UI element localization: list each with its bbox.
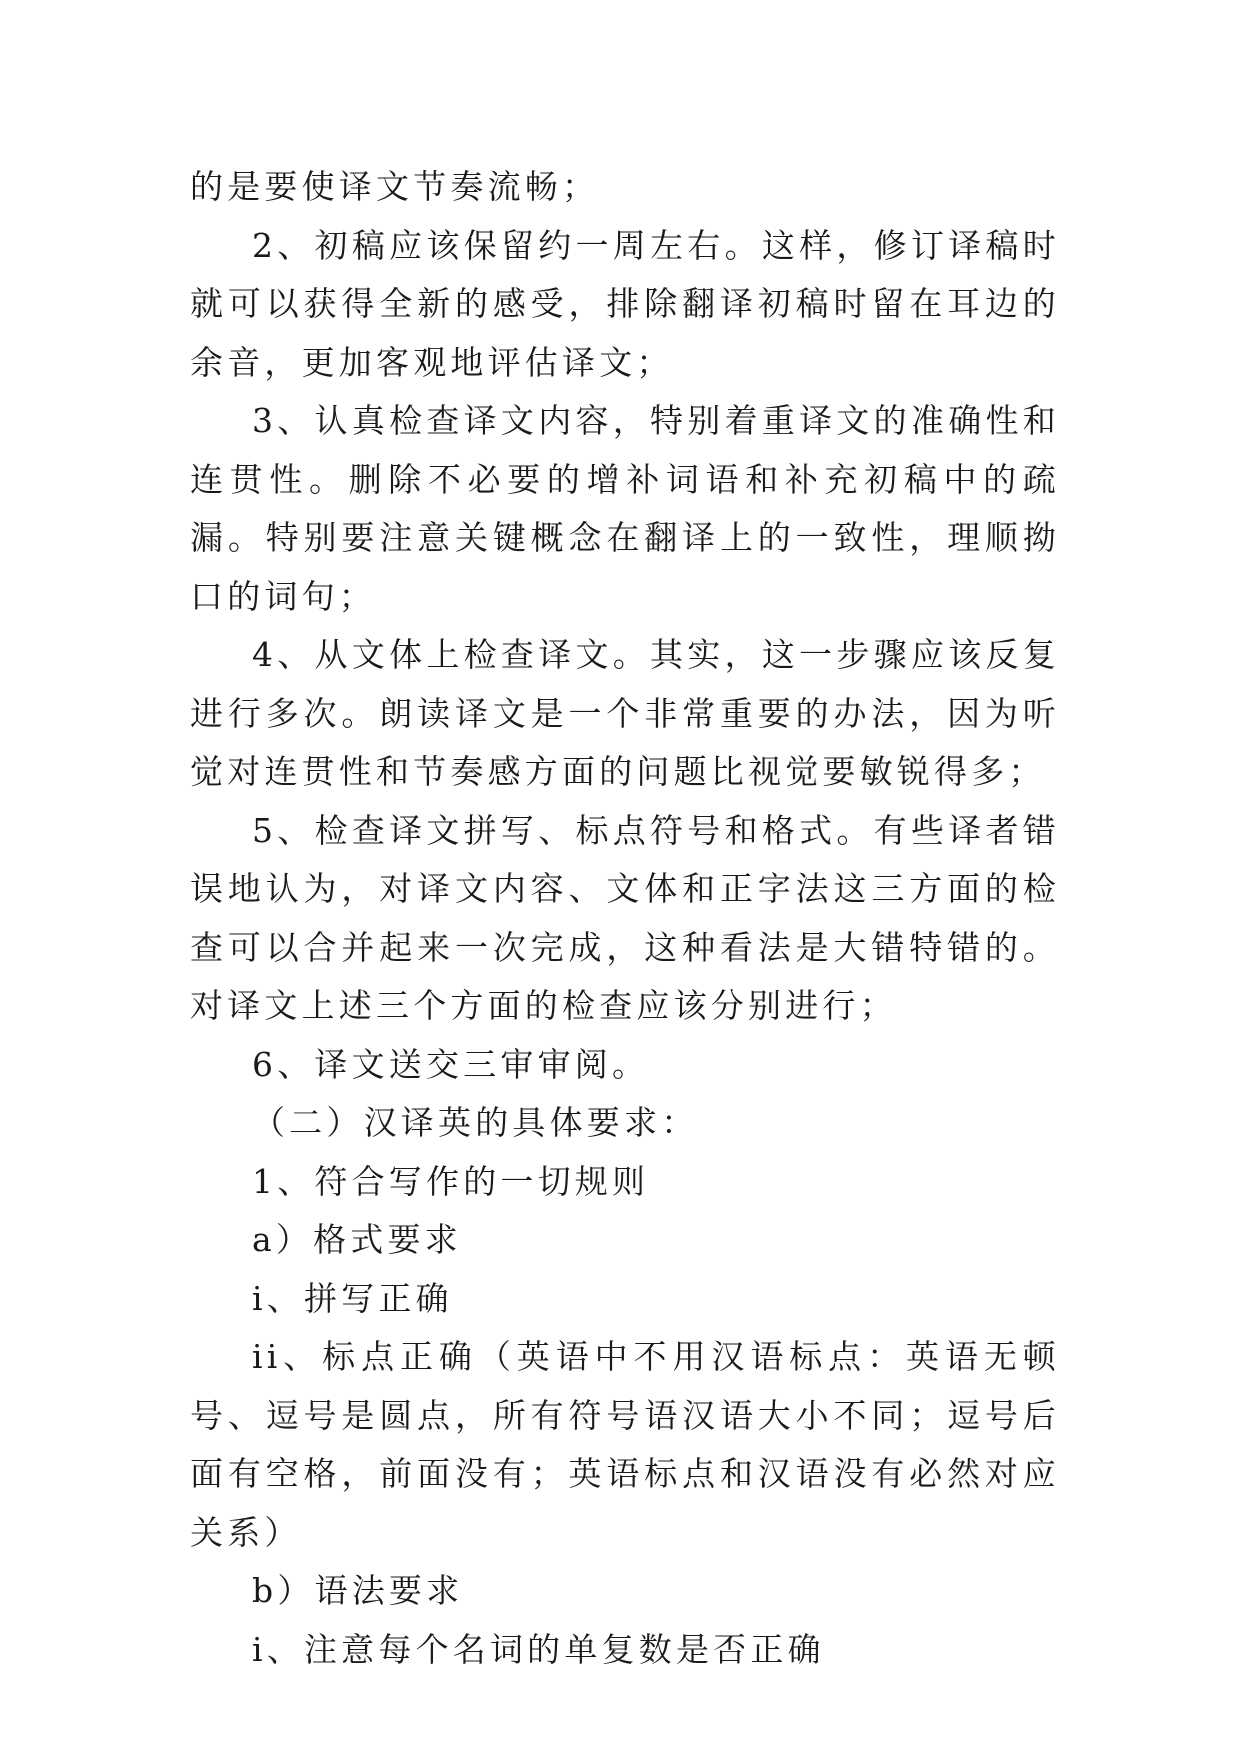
paragraph-item-3: 3、认真检查译文内容，特别着重译文的准确性和连贯性。删除不必要的增补词语和补充初稿中的疏漏。特别要注意关键概念在翻译上的一致性，理顺拗口的词句； xyxy=(190,401,1060,616)
section-heading: （二）汉译英的具体要求： xyxy=(252,1103,699,1142)
paragraph-item-4: 4、从文体上检查译文。其实，这一步骤应该反复进行多次。朗读译文是一个非常重要的办法，因为听觉对连贯性和节奏感方面的问题比视觉要敏锐得多； xyxy=(190,635,1060,791)
document-body xyxy=(190,158,1060,1679)
sub-item-a-i: i、拼写正确 xyxy=(252,1278,453,1318)
paragraph-item-5: 5、检查译文拼写、标点符号和格式。有些译者错误地认为，对译文内容、文体和正字法这三方面的检查可以合并起来一次完成，这种看法是大错特错的。对译文上述三个方面的检查应该分别进行； xyxy=(190,810,1060,1025)
paragraph-item-6: 6、译文送交三审审阅。 xyxy=(252,1044,650,1084)
paragraph-item-2: 2、初稿应该保留约一周左右。这样，修订译稿时就可以获得全新的感受，排除翻译初稿时留在耳边的余音，更加客观地评估译文； xyxy=(190,225,1060,382)
sub-item-a: a）格式要求 xyxy=(252,1220,462,1259)
sub-item-a-ii: ii、标点正确（英语中不用汉语标点：英语无顿号、逗号是圆点，所有符号语汉语大小不同；逗号后面有空格，前面没有；英语标点和汉语没有必然对应关系） xyxy=(190,1337,1060,1552)
sub-item-b-i: i、注意每个名词的单复数是否正确 xyxy=(252,1629,825,1669)
sub-item-b: b）语法要求 xyxy=(252,1571,464,1610)
subsection-heading: 1、符合写作的一切规则 xyxy=(252,1161,650,1201)
paragraph-continuation: 的是要使译文节奏流畅； xyxy=(190,167,600,206)
